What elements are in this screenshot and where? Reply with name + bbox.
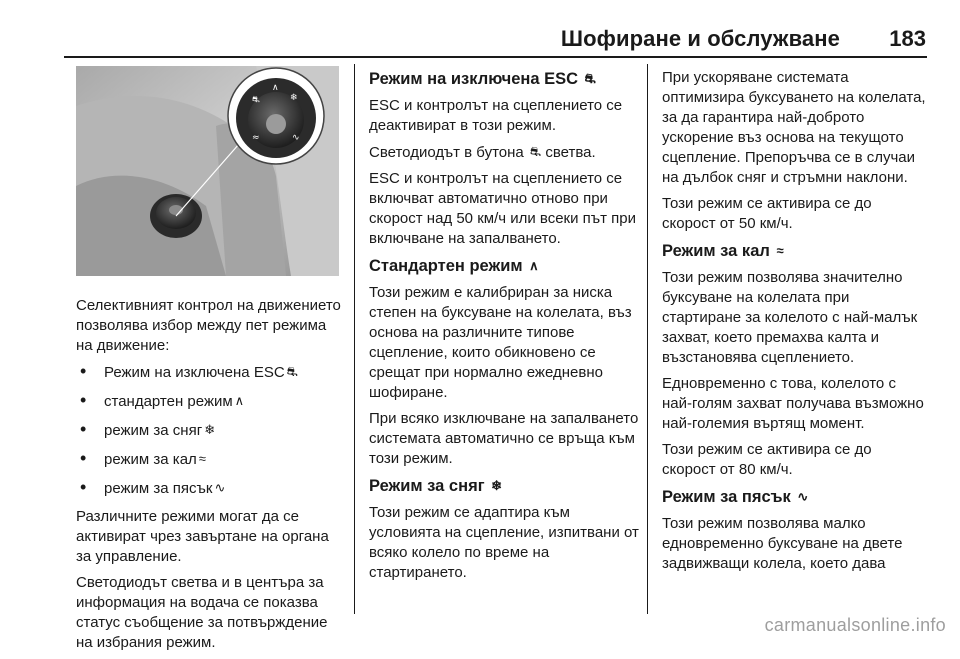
list-item-text: режим за кал bbox=[104, 451, 197, 468]
paragraph: Светодиодът светва и в центъра за информация на водача се показва статус съобщение за потвърждение на избрания режим. bbox=[76, 574, 328, 651]
column-divider bbox=[354, 64, 355, 614]
paragraph: При ускоряване системата оптимизира буксуването на колелата, за да гарантира най-доброто ускорение въз основа на текущото сцепление. Препоръчва се в случаи на дълбок сняг и стръмни наклони. bbox=[662, 69, 926, 186]
section-heading bbox=[662, 486, 928, 508]
mud-mode-icon: ≈ bbox=[776, 243, 784, 258]
svg-text:❄: ❄ bbox=[290, 93, 298, 103]
column-left bbox=[76, 296, 346, 659]
list-item bbox=[76, 362, 346, 383]
mud-mode-icon: ≈ bbox=[198, 451, 206, 466]
heading-text: Режим на изключена ESC bbox=[369, 70, 579, 88]
esc-off-icon: ⛐ bbox=[529, 144, 542, 159]
svg-text:⛐: ⛐ bbox=[252, 95, 260, 105]
svg-text:∧: ∧ bbox=[272, 83, 279, 93]
column-divider bbox=[647, 64, 648, 614]
list-item-text: стандартен режим bbox=[104, 393, 233, 410]
list-item-text: Режим на изключена ESC bbox=[104, 364, 285, 381]
chapter-title: Шофиране и обслужване bbox=[560, 26, 840, 51]
paragraph: ESC и контролът на сцеплението се деактивират в този режим. bbox=[369, 97, 623, 134]
list-item bbox=[76, 391, 346, 412]
page-number: 183 bbox=[889, 26, 926, 51]
snow-mode-icon: ❄ bbox=[491, 478, 503, 493]
intro-paragraph: Селективният контрол на движението позволява избор между пет режима на движение: bbox=[76, 297, 341, 354]
heading-text: Режим за кал bbox=[662, 242, 770, 260]
esc-off-icon: ⛐ bbox=[584, 71, 596, 86]
paragraph: Този режим позволява значително буксуване на колелата при стартиране за колелото с най-малък захват, което премахва калта и възстановява сцеплението. bbox=[662, 269, 918, 366]
section-heading bbox=[369, 475, 639, 497]
list-item-text: режим за сняг bbox=[104, 422, 203, 439]
paragraph: При всяко изключване на запалването системата автоматично се връща към този режим. bbox=[369, 410, 639, 467]
drive-mode-knob-photo bbox=[76, 66, 339, 276]
heading-text: Стандартен режим bbox=[369, 257, 523, 275]
list-item bbox=[76, 420, 346, 441]
paragraph: Този режим се активира се до скорост от 50 км/ч. bbox=[662, 195, 872, 232]
standard-mode-icon: ∧ bbox=[234, 393, 245, 408]
paragraph: Различните режими могат да се активират чрез завъртане на органа за управление. bbox=[76, 508, 329, 565]
esc-off-icon: ⛐ bbox=[286, 364, 298, 379]
paragraph: Този режим позволява малко едновременно буксуване на двете задвижващи колела, което дава bbox=[662, 515, 903, 572]
section-heading bbox=[369, 255, 639, 277]
paragraph-text: Светодиодът в бутона bbox=[369, 144, 524, 161]
paragraph: ESC и контролът на сцеплението се включват автоматично отново при скорост над 50 км/ч или всеки път при включване на запалването. bbox=[369, 170, 637, 247]
paragraph: Едновременно с това, колелото с най-голям захват получава възможно най-големия въртящ момент. bbox=[662, 375, 924, 432]
snow-mode-icon: ❄ bbox=[204, 422, 216, 437]
list-item-text: режим за пясък bbox=[104, 480, 213, 497]
paragraph: Този режим се активира се до скорост от 80 км/ч. bbox=[662, 441, 872, 478]
watermark: carmanualsonline.info bbox=[764, 615, 946, 635]
sand-mode-icon: ∿ bbox=[214, 480, 226, 495]
svg-text:≈: ≈ bbox=[252, 133, 260, 143]
section-heading bbox=[662, 240, 928, 262]
heading-text: Режим за пясък bbox=[662, 488, 791, 506]
sand-mode-icon: ∿ bbox=[797, 489, 809, 504]
standard-mode-icon: ∧ bbox=[529, 258, 539, 273]
mode-list bbox=[76, 362, 346, 499]
header-rule bbox=[64, 56, 927, 58]
paragraph: Този режим е калибриран за ниска степен на буксуване на колелата, въз основа на различните типове сцепление, които обикновено се срещат при нормално ежедневно шофиране. bbox=[369, 284, 632, 401]
list-item bbox=[76, 478, 346, 499]
column-right bbox=[662, 68, 928, 580]
paragraph: Този режим се адаптира към условията на сцепление, изпитвани от всяко колело по време на стартирането. bbox=[369, 504, 639, 581]
column-middle bbox=[369, 68, 639, 589]
paragraph-text: светва. bbox=[545, 144, 596, 161]
svg-text:∿: ∿ bbox=[292, 133, 300, 143]
paragraph bbox=[369, 142, 639, 163]
section-heading bbox=[369, 68, 639, 90]
heading-text: Режим за сняг bbox=[369, 477, 485, 495]
page-header bbox=[0, 0, 960, 56]
list-item bbox=[76, 449, 346, 470]
